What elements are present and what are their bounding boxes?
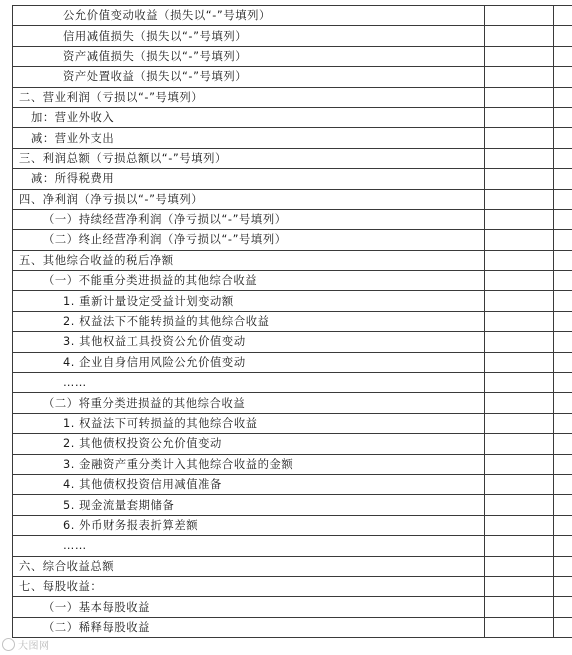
row-item-label: 六、综合收益总额	[13, 556, 485, 576]
prior-period-cell[interactable]	[554, 332, 572, 352]
table-row	[13, 189, 572, 209]
table-row	[13, 515, 572, 535]
prior-period-cell[interactable]	[554, 46, 572, 66]
row-item-label: 信用减值损失（损失以“-”号填列）	[13, 26, 485, 46]
table-row	[13, 352, 572, 372]
table-row	[13, 67, 572, 87]
watermark	[2, 637, 50, 652]
prior-period-cell[interactable]	[554, 148, 572, 168]
table-row	[13, 454, 572, 474]
table-row	[13, 291, 572, 311]
prior-period-cell[interactable]	[554, 230, 572, 250]
row-item-label: （二）终止经营净利润（净亏损以“-”号填列）	[13, 230, 485, 250]
prior-period-cell[interactable]	[554, 67, 572, 87]
prior-period-cell[interactable]	[554, 515, 572, 535]
prior-period-cell[interactable]	[554, 26, 572, 46]
row-item-label: （一）不能重分类进损益的其他综合收益	[13, 271, 485, 291]
prior-period-cell[interactable]	[554, 495, 572, 515]
prior-period-cell[interactable]	[554, 250, 572, 270]
current-period-cell[interactable]	[485, 230, 554, 250]
current-period-cell[interactable]	[485, 434, 554, 454]
prior-period-cell[interactable]	[554, 373, 572, 393]
table-row	[13, 311, 572, 331]
table-row	[13, 250, 572, 270]
table-row	[13, 107, 572, 127]
prior-period-cell[interactable]	[554, 576, 572, 596]
current-period-cell[interactable]	[485, 26, 554, 46]
table-row	[13, 128, 572, 148]
watermark-text: 大图网	[18, 641, 50, 652]
current-period-cell[interactable]	[485, 311, 554, 331]
table-row	[13, 169, 572, 189]
current-period-cell[interactable]	[485, 67, 554, 87]
current-period-cell[interactable]	[485, 250, 554, 270]
current-period-cell[interactable]	[485, 393, 554, 413]
table-row	[13, 576, 572, 596]
row-item-label: 四、净利润（净亏损以“-”号填列）	[13, 189, 485, 209]
prior-period-cell[interactable]	[554, 597, 572, 617]
prior-period-cell[interactable]	[554, 434, 572, 454]
prior-period-cell[interactable]	[554, 352, 572, 372]
table-row	[13, 332, 572, 352]
table-row	[13, 393, 572, 413]
prior-period-cell[interactable]	[554, 536, 572, 556]
current-period-cell[interactable]	[485, 87, 554, 107]
prior-period-cell[interactable]	[554, 107, 572, 127]
table-row	[13, 556, 572, 576]
current-period-cell[interactable]	[485, 148, 554, 168]
current-period-cell[interactable]	[485, 128, 554, 148]
row-item-label: 6. 外币财务报表折算差额	[13, 515, 485, 535]
row-item-label: 4. 企业自身信用风险公允价值变动	[13, 352, 485, 372]
prior-period-cell[interactable]	[554, 87, 572, 107]
row-item-label: 资产减值损失（损失以“-”号填列）	[13, 46, 485, 66]
current-period-cell[interactable]	[485, 413, 554, 433]
row-item-label: ……	[13, 373, 485, 393]
row-item-label: （一）持续经营净利润（净亏损以“-”号填列）	[13, 209, 485, 229]
current-period-cell[interactable]	[485, 495, 554, 515]
table-row	[13, 148, 572, 168]
row-item-label: 4. 其他债权投资信用减值准备	[13, 474, 485, 494]
current-period-cell[interactable]	[485, 597, 554, 617]
income-statement-body	[13, 6, 572, 638]
row-item-label: （一）基本每股收益	[13, 597, 485, 617]
row-item-label: 公允价值变动收益（损失以“-”号填列）	[13, 6, 485, 26]
prior-period-cell[interactable]	[554, 617, 572, 637]
current-period-cell[interactable]	[485, 617, 554, 637]
row-item-label: 2. 其他债权投资公允价值变动	[13, 434, 485, 454]
row-item-label: （二）将重分类进损益的其他综合收益	[13, 393, 485, 413]
table-row	[13, 373, 572, 393]
current-period-cell[interactable]	[485, 209, 554, 229]
prior-period-cell[interactable]	[554, 271, 572, 291]
current-period-cell[interactable]	[485, 107, 554, 127]
row-item-label: 5. 现金流量套期储备	[13, 495, 485, 515]
prior-period-cell[interactable]	[554, 454, 572, 474]
row-item-label: 2. 权益法下不能转损益的其他综合收益	[13, 311, 485, 331]
row-item-label: 三、利润总额（亏损总额以“-”号填列）	[13, 148, 485, 168]
current-period-cell[interactable]	[485, 46, 554, 66]
row-item-label: 1. 权益法下可转损益的其他综合收益	[13, 413, 485, 433]
current-period-cell[interactable]	[485, 556, 554, 576]
row-item-label: 3. 其他权益工具投资公允价值变动	[13, 332, 485, 352]
table-row	[13, 495, 572, 515]
row-item-label: 1. 重新计量设定受益计划变动额	[13, 291, 485, 311]
prior-period-cell[interactable]	[554, 311, 572, 331]
row-item-label: （二）稀释每股收益	[13, 617, 485, 637]
table-row	[13, 434, 572, 454]
table-row	[13, 271, 572, 291]
current-period-cell[interactable]	[485, 515, 554, 535]
table-row	[13, 230, 572, 250]
row-item-label: 资产处置收益（损失以“-”号填列）	[13, 67, 485, 87]
table-row	[13, 474, 572, 494]
table-row	[13, 536, 572, 556]
prior-period-cell[interactable]	[554, 169, 572, 189]
table-row	[13, 87, 572, 107]
table-row	[13, 209, 572, 229]
table-row	[13, 413, 572, 433]
current-period-cell[interactable]	[485, 291, 554, 311]
current-period-cell[interactable]	[485, 454, 554, 474]
row-item-label: 加：营业外收入	[13, 107, 485, 127]
current-period-cell[interactable]	[485, 189, 554, 209]
prior-period-cell[interactable]	[554, 393, 572, 413]
current-period-cell[interactable]	[485, 271, 554, 291]
prior-period-cell[interactable]	[554, 413, 572, 433]
table-row	[13, 6, 572, 26]
table-row	[13, 46, 572, 66]
current-period-cell[interactable]	[485, 576, 554, 596]
prior-period-cell[interactable]	[554, 291, 572, 311]
current-period-cell[interactable]	[485, 6, 554, 26]
table-row	[13, 617, 572, 637]
row-item-label: 减：所得税费用	[13, 169, 485, 189]
prior-period-cell[interactable]	[554, 6, 572, 26]
table-row	[13, 26, 572, 46]
row-item-label: 七、每股收益：	[13, 576, 485, 596]
current-period-cell[interactable]	[485, 373, 554, 393]
prior-period-cell[interactable]	[554, 189, 572, 209]
row-item-label: ……	[13, 536, 485, 556]
table-row	[13, 597, 572, 617]
prior-period-cell[interactable]	[554, 474, 572, 494]
row-item-label: 减：营业外支出	[13, 128, 485, 148]
watermark-logo-icon	[2, 638, 15, 651]
prior-period-cell[interactable]	[554, 128, 572, 148]
current-period-cell[interactable]	[485, 332, 554, 352]
income-statement-table	[12, 5, 572, 638]
row-item-label: 五、其他综合收益的税后净额	[13, 250, 485, 270]
row-item-label: 3. 金融资产重分类计入其他综合收益的金额	[13, 454, 485, 474]
prior-period-cell[interactable]	[554, 556, 572, 576]
current-period-cell[interactable]	[485, 536, 554, 556]
prior-period-cell[interactable]	[554, 209, 572, 229]
row-item-label: 二、营业利润（亏损以“-”号填列）	[13, 87, 485, 107]
current-period-cell[interactable]	[485, 169, 554, 189]
current-period-cell[interactable]	[485, 474, 554, 494]
current-period-cell[interactable]	[485, 352, 554, 372]
